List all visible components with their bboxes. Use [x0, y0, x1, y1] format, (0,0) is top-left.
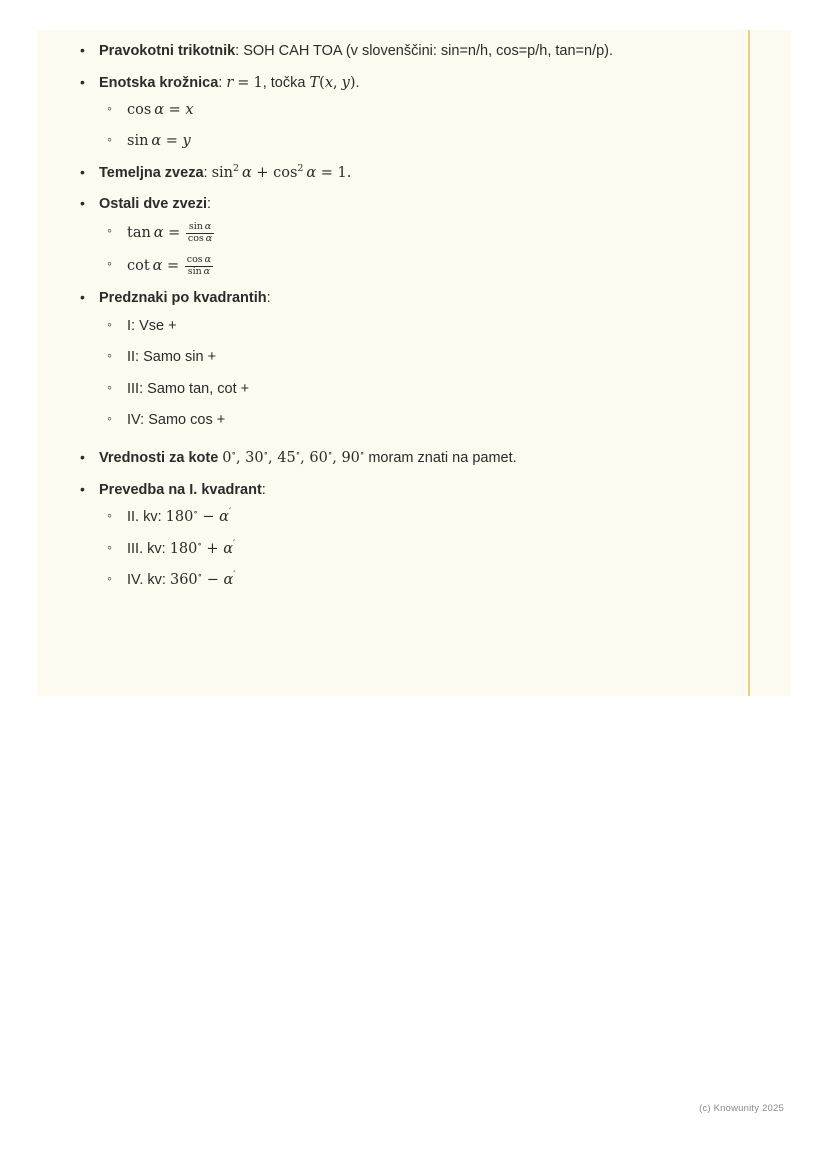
label-kvadrant-1: I: Vse +: [127, 317, 177, 334]
text-enotska-kroznica: : r = 1, točka T(x, y).: [218, 74, 360, 91]
formula-tan-alfa: tan α = $\frac{\text{sin α}}{\text{cos α}}$: [127, 220, 213, 244]
note-page: [37, 30, 791, 696]
term-prevedba-na-1-kvadrant: Prevedba na I. kvadrant: [99, 481, 262, 498]
term-temeljna-zveza: Temeljna zveza: [99, 164, 204, 181]
text-temeljna-zveza: : $\sin^2 \alpha + \cos^2 \alpha = 1$.: [203, 162, 352, 181]
sublist-predznaki-po-kvadrantih: [99, 316, 731, 430]
formula-prevedba-3-kv: 180∘ + α′: [169, 538, 236, 557]
page-accent-rule: [748, 30, 750, 696]
list-item-pravokotni-trikotnik: [70, 41, 731, 62]
sublist-ostali-dve-zvezi: [99, 222, 731, 278]
list-item-kvadrant-1: [99, 316, 731, 336]
list-item-vrednosti-za-kote: [70, 448, 731, 469]
label-kvadrant-4: IV: Samo cos +: [127, 411, 226, 428]
label-kvadrant-2: II: Samo sin +: [127, 349, 217, 366]
sublist-enotska-kroznica: [99, 100, 731, 152]
text-prevedba-na-1-kvadrant: :: [261, 481, 266, 498]
list-item-kvadrant-2: [99, 347, 731, 367]
footer-copyright: (c) Knowunity 2025: [699, 1103, 784, 1114]
term-enotska-kroznica: Enotska krožnica: [99, 74, 219, 91]
text-ostali-dve-zvezi: :: [207, 196, 212, 213]
list-item-tan-alfa: [99, 222, 731, 244]
text-predznaki-po-kvadrantih: :: [266, 290, 271, 307]
term-pravokotni-trikotnik: Pravokotni trikotnik: [99, 43, 236, 59]
term-ostali-dve-zvezi: Ostali dve zvezi: [99, 196, 207, 213]
term-predznaki-po-kvadrantih: Predznaki po kvadrantih: [99, 290, 267, 307]
label-kvadrant-3: III: Samo tan, cot +: [127, 380, 250, 397]
list-item-prevedba-2-kv: ◦ II. kv: 180∘ − α′: [99, 507, 731, 527]
angles-vrednosti-za-kote: 0∘, 30∘, 45∘, 60∘, 90∘: [222, 449, 365, 467]
list-item-predznaki-po-kvadrantih: [70, 288, 731, 430]
formula-prevedba-2-kv: 180∘ − α′: [165, 507, 232, 526]
list-item-prevedba-4-kv: ◦ IV. kv: 360∘ − α′: [99, 570, 731, 590]
sublist-prevedba-na-1-kvadrant: [99, 507, 731, 590]
list-item-prevedba-3-kv: ◦ III. kv: 180∘ + α′: [99, 539, 731, 559]
formula-sin-alfa-y: sin α = y: [127, 133, 191, 150]
list-item-cos-alfa-x: [99, 100, 731, 120]
list-item-ostali-dve-zvezi: [70, 194, 731, 277]
list-item-enotska-kroznica: [70, 73, 731, 152]
text-pravokotni-trikotnik: : SOH CAH TOA (v slovenščini: sin=n/h, cos=p/h, tan=n/p).: [235, 43, 614, 59]
outline-list: [70, 41, 731, 590]
formula-prevedba-4-kv: 360∘ − α′: [169, 570, 236, 588]
formula-cos-alfa-x: cos α = x: [127, 102, 194, 119]
list-item-temeljna-zveza: [70, 163, 731, 184]
note-content: [70, 41, 731, 601]
formula-cot-alfa: cot α = $\frac{\text{cos α}}{\text{sin α}}$: [127, 254, 211, 277]
term-vrednosti-za-kote: Vrednosti za kote: [99, 450, 219, 467]
text-vrednosti-za-kote: moram znati na pamet.: [364, 450, 517, 467]
list-item-kvadrant-4: [99, 410, 731, 430]
list-item-sin-alfa-y: [99, 131, 731, 151]
list-item-cot-alfa: [99, 255, 731, 277]
list-item-prevedba-na-1-kvadrant: [70, 480, 731, 590]
list-item-kvadrant-3: [99, 379, 731, 399]
